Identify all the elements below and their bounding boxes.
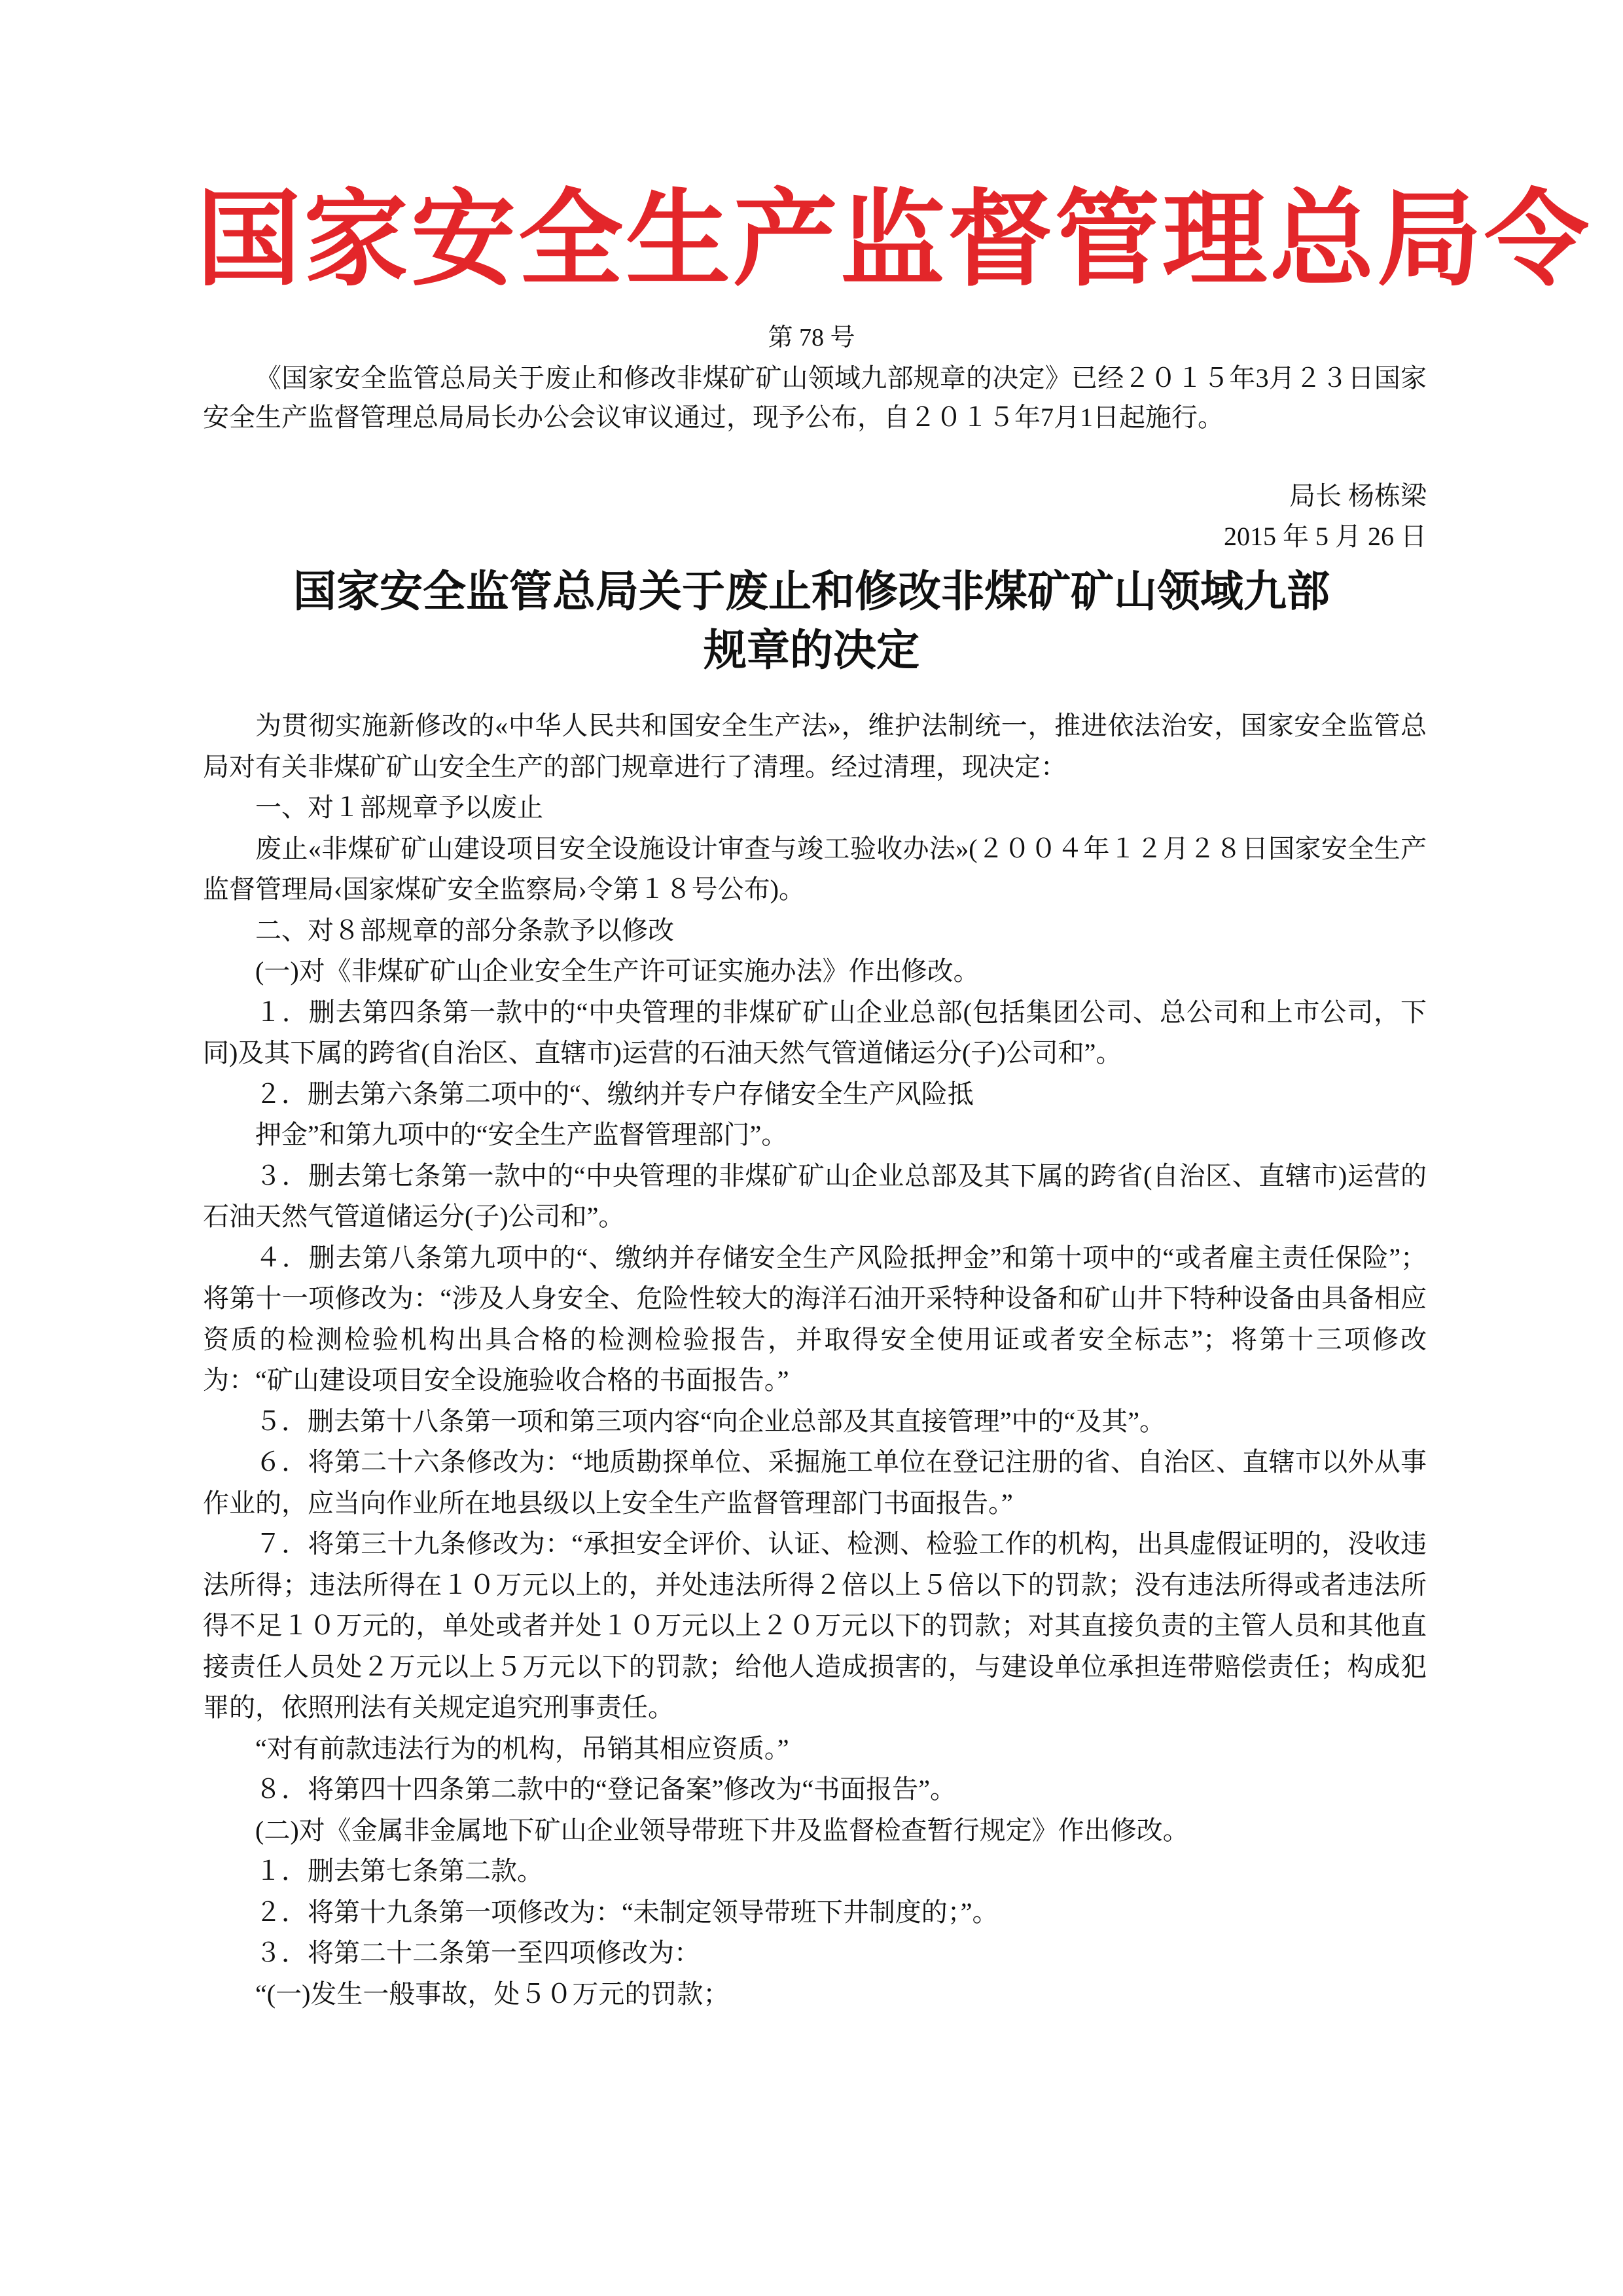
document-title [170, 562, 1453, 679]
paragraph: “对有前款违法行为的机构，吊销其相应资质。” [255, 1733, 789, 1763]
paragraph: 一、对１部规章予以废止 [255, 793, 543, 822]
announcement-block [203, 359, 1427, 437]
announcement-text: 《国家安全监管总局关于废止和修改非煤矿矿山领域九部规章的决定》已经２０１５年3月２３日国家安全生产监督管理总局局长办公会议审议通过，现予公布，自２０１５年7月1日起施行。 [203, 363, 1427, 432]
paragraph: ３．删去第七条第一款中的“中央管理的非煤矿矿山企业总部及其下属的跨省(自治区、直辖市)运营的石油天然气管道储运分(子)公司和”。 [203, 1160, 1427, 1231]
decree-masthead: 国家安全生产监督管理总局令 [196, 182, 1592, 298]
paragraph: ６．将第二十六条修改为：“地质勘探单位、采掘施工单位在登记注册的省、自治区、直辖市以外从事作业的，应当向作业所在地县级以上安全生产监督管理部门书面报告。” [203, 1447, 1427, 1518]
paragraph: ２．删去第六条第二项中的“、缴纳并专户存储安全生产风险抵 [255, 1079, 974, 1109]
paragraph: 押金”和第九项中的“安全生产监督管理部门”。 [255, 1120, 788, 1149]
paragraph: 为贯彻实施新修改的«中华人民共和国安全生产法»，维护法制统一，推进依法治安，国家安全监管总局对有关非煤矿矿山安全生产的部门规章进行了清理。经过清理，现决定： [203, 711, 1427, 781]
paragraph: ２．将第十九条第一项修改为：“未制定领导带班下井制度的；”。 [255, 1897, 999, 1927]
paragraph: (二)对《金属非金属地下矿山企业领导带班下井及监督检查暂行规定》作出修改。 [255, 1815, 1189, 1845]
title-line-2: 规章的决定 [704, 626, 919, 674]
paragraph: ７．将第三十九条修改为：“承担安全评价、认证、检测、检验工作的机构，出具虚假证明的，没收违法所得；违法所得在１０万元以上的，并处违法所得２倍以上５倍以下的罚款；没有违法所得或者违法所得不足１０万元的，单处或者并处１０万元以上２０万元以下的罚款；对其直接负责的主管人员和其他直接责任人员处２万元以上５万元以下的罚款；给他人造成损害的，与建设单位承担连带赔偿责任；构成犯罪的，依照刑法有关规定追究刑事责任。 [203, 1529, 1427, 1722]
paragraph: ８．将第四十四条第二款中的“登记备案”修改为“书面报告”。 [255, 1774, 957, 1804]
title-line-1: 国家安全监管总局关于废止和修改非煤矿矿山领域九部 [293, 567, 1330, 615]
paragraph: 废止«非煤矿矿山建设项目安全设施设计审查与竣工验收办法»(２００４年１２月２８日国家安全生产监督管理局‹国家煤矿安全监察局›令第１８号公布)。 [203, 833, 1427, 904]
paragraph: １．删去第七条第二款。 [255, 1856, 543, 1886]
paragraph: ４．删去第八条第九项中的“、缴纳并存储安全生产风险抵押金”和第十项中的“或者雇主责任保险”；将第十一项修改为：“涉及人身安全、危险性较大的海洋石油开采特种设备和矿山井下特种设备由具备相应资质的检测检验机构出具合格的检测检验报告，并取得安全使用证或者安全标志”；将第十三项修改为：“矿山建设项目安全设施验收合格的书面报告。” [203, 1242, 1427, 1395]
decree-number: 第 78 号 [768, 324, 855, 351]
paragraph: ５．删去第十八条第一项和第三项内容“向企业总部及其直接管理”中的“及其”。 [255, 1406, 1166, 1436]
signatory: 局长 杨栋梁 [1289, 481, 1427, 511]
paragraph: 二、对８部规章的部分条款予以修改 [255, 915, 674, 945]
paragraph: (一)对《非煤矿矿山企业安全生产许可证实施办法》作出修改。 [255, 956, 980, 986]
paragraph: １．删去第四条第一款中的“中央管理的非煤矿矿山企业总部(包括集团公司、总公司和上市公司，下同)及其下属的跨省(自治区、直辖市)运营的石油天然气管道储运分(子)公司和”。 [203, 997, 1427, 1067]
paragraph: ３．将第二十二条第一至四项修改为： [255, 1938, 700, 1967]
paragraph: “(一)发生一般事故，处５０万元的罚款； [255, 1979, 730, 2009]
decision-body [203, 706, 1427, 2015]
signing-date: 2015 年 5 月 26 日 [1224, 522, 1427, 551]
